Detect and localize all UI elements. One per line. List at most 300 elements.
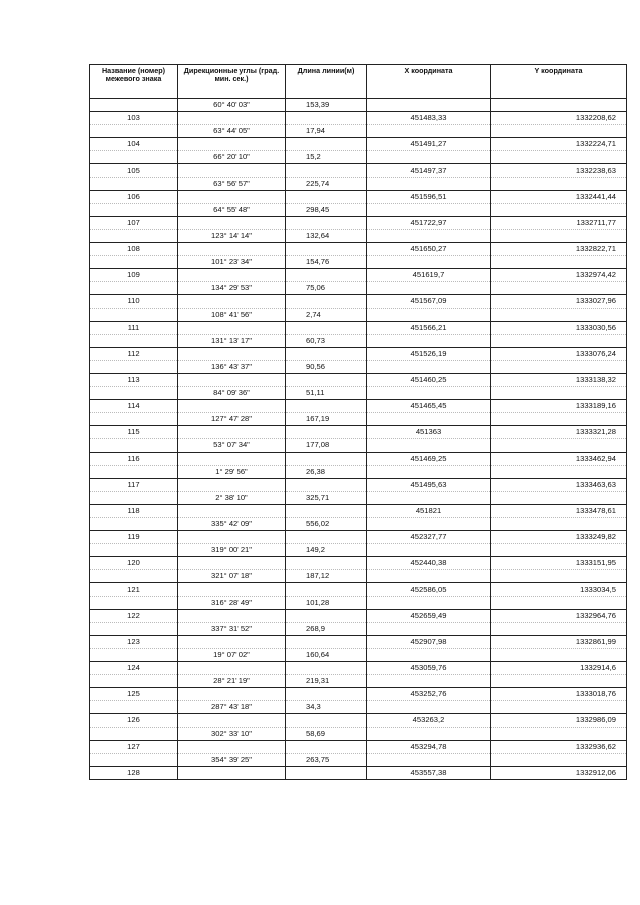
cell-mark-name	[90, 753, 178, 766]
cell-y-coordinate	[491, 360, 627, 373]
cell-mark-name: 125	[90, 688, 178, 701]
cell-y-coordinate	[491, 675, 627, 688]
cell-direction-angle: 337° 31' 52"	[178, 622, 286, 635]
cell-direction-angle	[178, 557, 286, 570]
cell-mark-name: 106	[90, 190, 178, 203]
table-body	[90, 99, 627, 780]
cell-direction-angle	[178, 583, 286, 596]
header-mark-name: Название (номер) межевого знака	[90, 65, 178, 99]
table-row-boundary-mark	[90, 321, 627, 334]
header-direction-angle: Дирекционные углы (град. мин. сек.)	[178, 65, 286, 99]
cell-x-coordinate: 451495,63	[367, 478, 491, 491]
cell-x-coordinate	[367, 360, 491, 373]
cell-line-length: 154,76	[286, 256, 367, 269]
cell-x-coordinate: 451460,25	[367, 373, 491, 386]
cell-x-coordinate	[367, 544, 491, 557]
cell-mark-name: 103	[90, 112, 178, 125]
cell-x-coordinate: 452440,38	[367, 557, 491, 570]
table-header-row	[90, 65, 627, 99]
table-row-segment	[90, 518, 627, 531]
cell-direction-angle	[178, 426, 286, 439]
table-row-boundary-mark	[90, 426, 627, 439]
cell-direction-angle: 63° 56' 57"	[178, 177, 286, 190]
cell-line-length	[286, 373, 367, 386]
table-row-boundary-mark	[90, 662, 627, 675]
cell-mark-name	[90, 701, 178, 714]
cell-y-coordinate: 1333462,94	[491, 452, 627, 465]
cell-y-coordinate: 1333138,32	[491, 373, 627, 386]
cell-line-length: 17,94	[286, 125, 367, 138]
cell-x-coordinate	[367, 491, 491, 504]
cell-x-coordinate: 451650,27	[367, 243, 491, 256]
table-row-segment	[90, 675, 627, 688]
cell-mark-name	[90, 99, 178, 112]
cell-x-coordinate: 451363	[367, 426, 491, 439]
cell-direction-angle: 316° 28' 49"	[178, 596, 286, 609]
table-row-segment	[90, 177, 627, 190]
cell-line-length	[286, 164, 367, 177]
cell-direction-angle	[178, 164, 286, 177]
cell-direction-angle: 134° 29' 53"	[178, 282, 286, 295]
cell-mark-name	[90, 360, 178, 373]
cell-x-coordinate: 451567,09	[367, 295, 491, 308]
cell-x-coordinate	[367, 282, 491, 295]
cell-line-length	[286, 216, 367, 229]
cell-line-length: 58,69	[286, 727, 367, 740]
cell-direction-angle: 335° 42' 09"	[178, 518, 286, 531]
cell-x-coordinate: 451469,25	[367, 452, 491, 465]
cell-mark-name	[90, 491, 178, 504]
cell-direction-angle: 127° 47' 28"	[178, 413, 286, 426]
table-row-segment	[90, 308, 627, 321]
cell-x-coordinate: 451491,27	[367, 138, 491, 151]
table-row-boundary-mark	[90, 112, 627, 125]
cell-mark-name: 114	[90, 400, 178, 413]
cell-y-coordinate: 1332914,6	[491, 662, 627, 675]
cell-line-length	[286, 243, 367, 256]
table-row-segment	[90, 256, 627, 269]
cell-y-coordinate	[491, 491, 627, 504]
table-row-segment	[90, 125, 627, 138]
cell-direction-angle	[178, 295, 286, 308]
table-row-boundary-mark	[90, 373, 627, 386]
cell-mark-name	[90, 229, 178, 242]
table-row-segment	[90, 334, 627, 347]
cell-y-coordinate: 1332936,62	[491, 740, 627, 753]
cell-y-coordinate: 1333027,96	[491, 295, 627, 308]
cell-x-coordinate	[367, 229, 491, 242]
cell-x-coordinate	[367, 177, 491, 190]
cell-y-coordinate	[491, 308, 627, 321]
cell-y-coordinate	[491, 334, 627, 347]
cell-y-coordinate: 1332964,76	[491, 609, 627, 622]
cell-direction-angle: 84° 09' 36"	[178, 387, 286, 400]
cell-line-length: 101,28	[286, 596, 367, 609]
cell-mark-name: 127	[90, 740, 178, 753]
table-row-segment	[90, 282, 627, 295]
cell-x-coordinate: 453294,78	[367, 740, 491, 753]
cell-line-length	[286, 583, 367, 596]
cell-direction-angle: 302° 33' 10"	[178, 727, 286, 740]
cell-line-length: 167,19	[286, 413, 367, 426]
cell-direction-angle	[178, 112, 286, 125]
cell-x-coordinate: 452327,77	[367, 531, 491, 544]
cell-direction-angle: 321° 07' 18"	[178, 570, 286, 583]
cell-y-coordinate: 1332822,71	[491, 243, 627, 256]
cell-mark-name: 105	[90, 164, 178, 177]
table-row-boundary-mark	[90, 688, 627, 701]
cell-mark-name	[90, 177, 178, 190]
cell-direction-angle: 287° 43' 18"	[178, 701, 286, 714]
cell-x-coordinate: 451483,33	[367, 112, 491, 125]
cell-line-length: 2,74	[286, 308, 367, 321]
table-row-boundary-mark	[90, 766, 627, 779]
table-row-boundary-mark	[90, 478, 627, 491]
cell-y-coordinate: 1332238,63	[491, 164, 627, 177]
cell-direction-angle	[178, 740, 286, 753]
cell-direction-angle: 123° 14' 14"	[178, 229, 286, 242]
cell-mark-name: 122	[90, 609, 178, 622]
cell-line-length: 160,64	[286, 648, 367, 661]
table-row-boundary-mark	[90, 714, 627, 727]
cell-direction-angle	[178, 452, 286, 465]
table-row-boundary-mark	[90, 635, 627, 648]
cell-y-coordinate	[491, 648, 627, 661]
cell-line-length: 177,08	[286, 439, 367, 452]
table-row-segment	[90, 753, 627, 766]
table-row-boundary-mark	[90, 609, 627, 622]
cell-direction-angle: 63° 44' 05"	[178, 125, 286, 138]
cell-line-length	[286, 295, 367, 308]
cell-mark-name	[90, 622, 178, 635]
cell-line-length: 263,75	[286, 753, 367, 766]
table-row-boundary-mark	[90, 452, 627, 465]
cell-mark-name: 108	[90, 243, 178, 256]
cell-direction-angle	[178, 400, 286, 413]
cell-line-length: 298,45	[286, 203, 367, 216]
cell-line-length: 187,12	[286, 570, 367, 583]
cell-line-length: 51,11	[286, 387, 367, 400]
header-x-coordinate: X координата	[367, 65, 491, 99]
cell-direction-angle	[178, 609, 286, 622]
table-row-boundary-mark	[90, 400, 627, 413]
cell-y-coordinate	[491, 753, 627, 766]
cell-mark-name: 118	[90, 504, 178, 517]
cell-y-coordinate	[491, 229, 627, 242]
cell-direction-angle: 66° 20' 10"	[178, 151, 286, 164]
cell-x-coordinate	[367, 648, 491, 661]
cell-line-length: 149,2	[286, 544, 367, 557]
cell-mark-name	[90, 675, 178, 688]
cell-direction-angle	[178, 688, 286, 701]
cell-mark-name	[90, 413, 178, 426]
cell-x-coordinate: 451619,7	[367, 269, 491, 282]
cell-y-coordinate: 1332861,99	[491, 635, 627, 648]
cell-line-length: 225,74	[286, 177, 367, 190]
cell-x-coordinate	[367, 622, 491, 635]
cell-y-coordinate: 1332224,71	[491, 138, 627, 151]
cell-x-coordinate: 451526,19	[367, 347, 491, 360]
table-row-segment	[90, 648, 627, 661]
cell-line-length	[286, 766, 367, 779]
cell-line-length	[286, 321, 367, 334]
header-y-coordinate: Y координата	[491, 65, 627, 99]
cell-x-coordinate	[367, 596, 491, 609]
cell-y-coordinate: 1333249,82	[491, 531, 627, 544]
cell-line-length	[286, 609, 367, 622]
cell-mark-name: 117	[90, 478, 178, 491]
cell-y-coordinate	[491, 387, 627, 400]
cell-x-coordinate: 452659,49	[367, 609, 491, 622]
cell-direction-angle: 354° 39' 25"	[178, 753, 286, 766]
table-row-segment	[90, 439, 627, 452]
cell-x-coordinate: 453557,38	[367, 766, 491, 779]
cell-y-coordinate: 1333018,76	[491, 688, 627, 701]
table-row-boundary-mark	[90, 243, 627, 256]
cell-x-coordinate	[367, 256, 491, 269]
cell-y-coordinate: 1332986,09	[491, 714, 627, 727]
cell-line-length	[286, 714, 367, 727]
cell-y-coordinate: 1333151,95	[491, 557, 627, 570]
cell-line-length: 75,06	[286, 282, 367, 295]
table-row-segment	[90, 491, 627, 504]
cell-direction-angle: 1° 29' 56"	[178, 465, 286, 478]
cell-y-coordinate	[491, 99, 627, 112]
cell-direction-angle	[178, 373, 286, 386]
cell-mark-name	[90, 648, 178, 661]
cell-x-coordinate	[367, 387, 491, 400]
cell-direction-angle	[178, 766, 286, 779]
cell-line-length: 60,73	[286, 334, 367, 347]
table-row-boundary-mark	[90, 504, 627, 517]
cell-x-coordinate: 451566,21	[367, 321, 491, 334]
cell-y-coordinate: 1333030,56	[491, 321, 627, 334]
cell-line-length	[286, 138, 367, 151]
cell-mark-name: 120	[90, 557, 178, 570]
cell-mark-name: 113	[90, 373, 178, 386]
cell-line-length: 556,02	[286, 518, 367, 531]
cell-mark-name: 119	[90, 531, 178, 544]
table-row-boundary-mark	[90, 583, 627, 596]
cell-y-coordinate	[491, 256, 627, 269]
cell-direction-angle	[178, 478, 286, 491]
cell-line-length: 34,3	[286, 701, 367, 714]
table-row-segment	[90, 544, 627, 557]
cell-mark-name	[90, 282, 178, 295]
cell-line-length	[286, 478, 367, 491]
cell-mark-name: 111	[90, 321, 178, 334]
cell-mark-name	[90, 596, 178, 609]
table-row-segment	[90, 570, 627, 583]
cell-line-length	[286, 504, 367, 517]
table-row-boundary-mark	[90, 164, 627, 177]
cell-direction-angle	[178, 321, 286, 334]
cell-direction-angle: 28° 21' 19"	[178, 675, 286, 688]
cell-line-length	[286, 635, 367, 648]
cell-x-coordinate: 451821	[367, 504, 491, 517]
cell-mark-name: 104	[90, 138, 178, 151]
cell-y-coordinate: 1332974,42	[491, 269, 627, 282]
cell-y-coordinate	[491, 622, 627, 635]
cell-line-length	[286, 112, 367, 125]
boundary-coordinates-table	[89, 64, 627, 780]
cell-x-coordinate	[367, 753, 491, 766]
cell-direction-angle	[178, 347, 286, 360]
cell-x-coordinate: 451722,97	[367, 216, 491, 229]
cell-line-length	[286, 557, 367, 570]
cell-mark-name: 107	[90, 216, 178, 229]
cell-y-coordinate	[491, 439, 627, 452]
cell-mark-name: 110	[90, 295, 178, 308]
cell-direction-angle	[178, 662, 286, 675]
cell-y-coordinate	[491, 701, 627, 714]
cell-y-coordinate: 1333478,61	[491, 504, 627, 517]
cell-direction-angle	[178, 216, 286, 229]
cell-mark-name	[90, 439, 178, 452]
cell-x-coordinate	[367, 308, 491, 321]
cell-x-coordinate	[367, 701, 491, 714]
cell-direction-angle	[178, 269, 286, 282]
cell-x-coordinate	[367, 203, 491, 216]
cell-direction-angle: 319° 00' 21"	[178, 544, 286, 557]
table-row-segment	[90, 360, 627, 373]
cell-y-coordinate	[491, 413, 627, 426]
table-row-segment	[90, 387, 627, 400]
cell-direction-angle	[178, 138, 286, 151]
cell-x-coordinate	[367, 413, 491, 426]
cell-x-coordinate	[367, 570, 491, 583]
cell-mark-name: 124	[90, 662, 178, 675]
cell-y-coordinate	[491, 570, 627, 583]
cell-mark-name	[90, 256, 178, 269]
cell-y-coordinate: 1332441,44	[491, 190, 627, 203]
table-row-segment	[90, 727, 627, 740]
cell-line-length: 219,31	[286, 675, 367, 688]
cell-mark-name: 128	[90, 766, 178, 779]
cell-y-coordinate: 1333076,24	[491, 347, 627, 360]
cell-mark-name	[90, 125, 178, 138]
cell-line-length	[286, 452, 367, 465]
cell-y-coordinate	[491, 125, 627, 138]
cell-direction-angle: 2° 38' 10"	[178, 491, 286, 504]
cell-y-coordinate: 1333189,16	[491, 400, 627, 413]
cell-mark-name	[90, 334, 178, 347]
table-row-segment	[90, 596, 627, 609]
cell-x-coordinate	[367, 675, 491, 688]
cell-y-coordinate	[491, 177, 627, 190]
table-row-segment	[90, 203, 627, 216]
cell-mark-name: 112	[90, 347, 178, 360]
cell-mark-name	[90, 203, 178, 216]
cell-direction-angle: 131° 13' 17"	[178, 334, 286, 347]
cell-y-coordinate: 1333463,63	[491, 478, 627, 491]
cell-line-length	[286, 662, 367, 675]
cell-x-coordinate	[367, 465, 491, 478]
cell-y-coordinate: 1333034,5	[491, 583, 627, 596]
cell-direction-angle	[178, 531, 286, 544]
cell-direction-angle	[178, 635, 286, 648]
cell-direction-angle: 53° 07' 34"	[178, 439, 286, 452]
cell-direction-angle: 19° 07' 02"	[178, 648, 286, 661]
table-row-boundary-mark	[90, 138, 627, 151]
cell-direction-angle: 108° 41' 56"	[178, 308, 286, 321]
cell-line-length	[286, 688, 367, 701]
cell-y-coordinate	[491, 465, 627, 478]
cell-mark-name: 126	[90, 714, 178, 727]
cell-y-coordinate	[491, 151, 627, 164]
cell-x-coordinate	[367, 151, 491, 164]
cell-mark-name	[90, 387, 178, 400]
cell-direction-angle: 64° 55' 48"	[178, 203, 286, 216]
cell-y-coordinate	[491, 596, 627, 609]
cell-x-coordinate: 452586,05	[367, 583, 491, 596]
cell-x-coordinate: 453059,76	[367, 662, 491, 675]
cell-mark-name	[90, 544, 178, 557]
cell-mark-name: 121	[90, 583, 178, 596]
cell-direction-angle	[178, 714, 286, 727]
cell-x-coordinate	[367, 125, 491, 138]
table-row-segment	[90, 99, 627, 112]
cell-mark-name	[90, 518, 178, 531]
cell-y-coordinate	[491, 203, 627, 216]
cell-direction-angle: 101° 23' 34"	[178, 256, 286, 269]
cell-mark-name	[90, 570, 178, 583]
cell-mark-name: 109	[90, 269, 178, 282]
cell-direction-angle: 136° 43' 37"	[178, 360, 286, 373]
cell-direction-angle: 60° 40' 03"	[178, 99, 286, 112]
table-row-boundary-mark	[90, 557, 627, 570]
cell-x-coordinate: 451465,45	[367, 400, 491, 413]
cell-x-coordinate	[367, 439, 491, 452]
cell-y-coordinate: 1332912,06	[491, 766, 627, 779]
cell-x-coordinate: 451596,51	[367, 190, 491, 203]
cell-x-coordinate: 452907,98	[367, 635, 491, 648]
cell-line-length: 132,64	[286, 229, 367, 242]
cell-y-coordinate: 1332711,77	[491, 216, 627, 229]
table-row-boundary-mark	[90, 190, 627, 203]
table-row-boundary-mark	[90, 347, 627, 360]
cell-x-coordinate: 451497,37	[367, 164, 491, 177]
cell-line-length: 325,71	[286, 491, 367, 504]
cell-y-coordinate: 1332208,62	[491, 112, 627, 125]
table-row-boundary-mark	[90, 531, 627, 544]
cell-mark-name: 123	[90, 635, 178, 648]
cell-line-length	[286, 269, 367, 282]
table-row-boundary-mark	[90, 216, 627, 229]
cell-line-length: 153,39	[286, 99, 367, 112]
cell-direction-angle	[178, 190, 286, 203]
cell-x-coordinate: 453263,2	[367, 714, 491, 727]
cell-line-length: 268,9	[286, 622, 367, 635]
cell-x-coordinate	[367, 727, 491, 740]
table-row-segment	[90, 465, 627, 478]
cell-mark-name	[90, 465, 178, 478]
cell-x-coordinate: 453252,76	[367, 688, 491, 701]
cell-y-coordinate	[491, 727, 627, 740]
cell-line-length	[286, 426, 367, 439]
cell-y-coordinate	[491, 518, 627, 531]
cell-x-coordinate	[367, 518, 491, 531]
cell-mark-name	[90, 151, 178, 164]
table-row-boundary-mark	[90, 740, 627, 753]
cell-x-coordinate	[367, 99, 491, 112]
cell-line-length	[286, 531, 367, 544]
cell-y-coordinate	[491, 282, 627, 295]
cell-mark-name: 116	[90, 452, 178, 465]
cell-y-coordinate	[491, 544, 627, 557]
table-row-segment	[90, 229, 627, 242]
cell-line-length	[286, 740, 367, 753]
